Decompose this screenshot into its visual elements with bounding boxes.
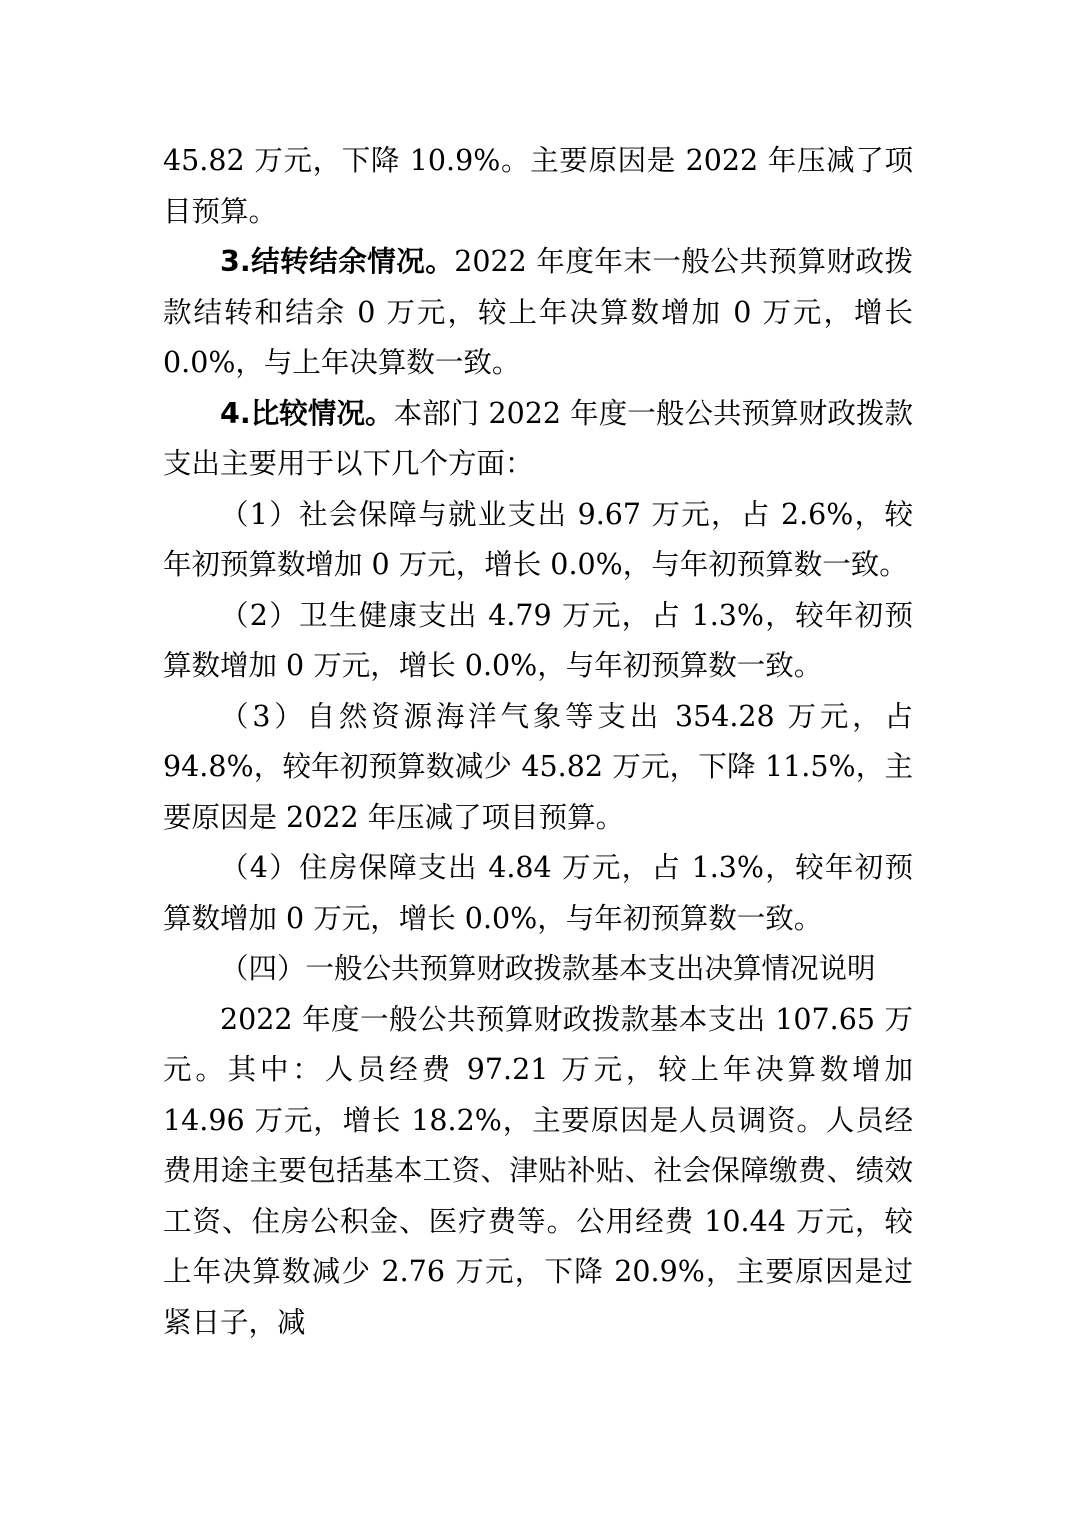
- paragraph-item-2: [163, 591, 913, 692]
- subsection-heading: [163, 944, 913, 995]
- paragraph-comparison: [163, 389, 913, 490]
- paragraph-text: （1）社会保障与就业支出 9.67 万元，占 2.6%，较年初预算数增加 0 万元，增长 0.0%，与年初预算数一致。: [163, 497, 913, 581]
- paragraph-carryover-balance: [163, 237, 913, 389]
- paragraph-continuation: [163, 136, 913, 237]
- paragraph-text: 2022 年度年末一般公共预算财政拨款结转和结余 0 万元，较上年决算数增加 0 万元，增长 0.0%，与上年决算数一致。: [163, 245, 913, 379]
- paragraph-text: （4）住房保障支出 4.84 万元，占 1.3%，较年初预算数增加 0 万元，增长 0.0%，与年初预算数一致。: [163, 851, 913, 935]
- paragraph-item-4: [163, 843, 913, 944]
- paragraph-item-3: [163, 692, 913, 844]
- paragraph-text: （2）卫生健康支出 4.79 万元，占 1.3%，较年初预算数增加 0 万元，增长 0.0%，与年初预算数一致。: [163, 598, 913, 682]
- section-heading: 4.比较情况。: [220, 396, 394, 430]
- paragraph-text: 45.82 万元，下降 10.9%。主要原因是 2022 年压减了项目预算。: [163, 144, 913, 228]
- paragraph-basic-expenditure: [163, 995, 913, 1349]
- paragraph-text: 2022 年度一般公共预算财政拨款基本支出 107.65 万元。其中：人员经费 97.21 万元，较上年决算数增加 14.96 万元，增长 18.2%，主要原因是人员调资。人员经费用途主要包括基本工资、津贴补贴、社会保障缴费、绩效工资、住房公积金、医疗费等。公用经费 10.44 万元，较上年决算数减少 2.76 万元，下降 20.9%，主要原因是过紧日子，减: [163, 1002, 913, 1339]
- paragraph-text: 本部门 2022 年度一般公共预算财政拨款支出主要用于以下几个方面：: [163, 396, 913, 480]
- paragraph-text: （3）自然资源海洋气象等支出 354.28 万元，占 94.8%，较年初预算数减少 45.82 万元，下降 11.5%，主要原因是 2022 年压减了项目预算。: [163, 699, 913, 834]
- document-body: [163, 136, 913, 1348]
- paragraph-item-1: [163, 490, 913, 591]
- section-heading: 3.结转结余情况。: [220, 245, 455, 278]
- subsection-title: （四）一般公共预算财政拨款基本支出决算情况说明: [220, 952, 876, 985]
